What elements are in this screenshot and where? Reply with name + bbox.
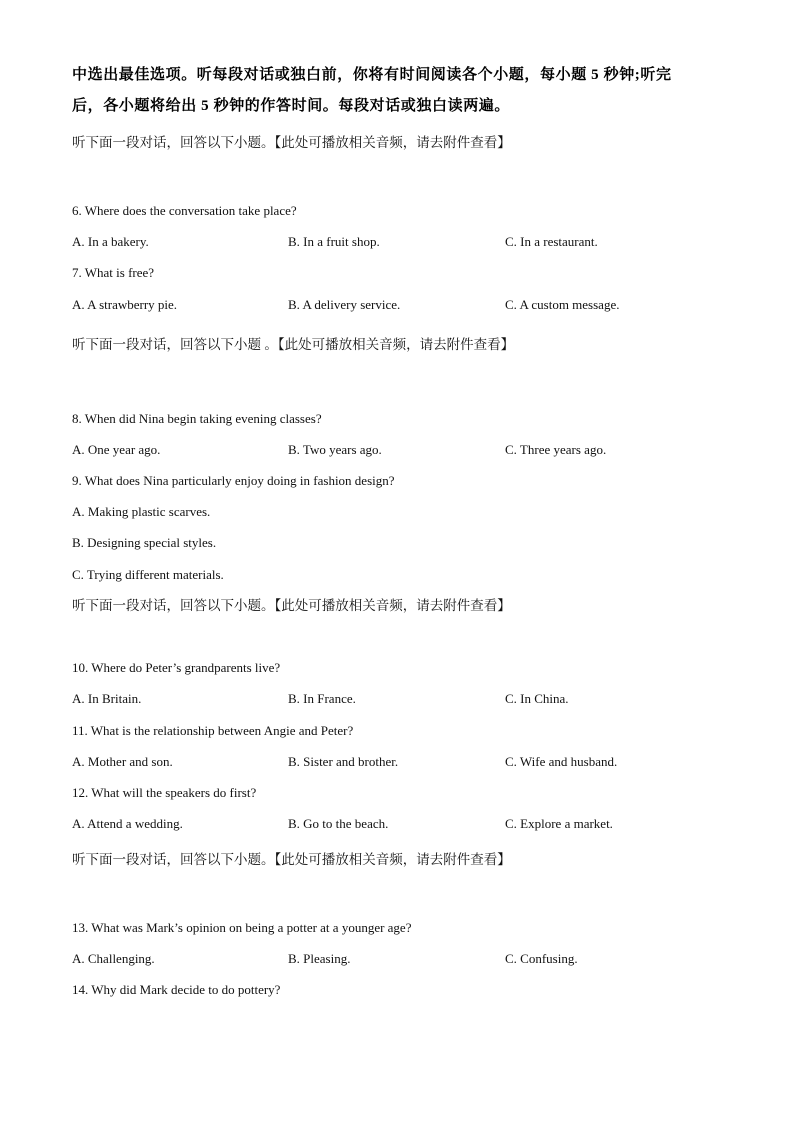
question-13-option-a: A. Challenging. bbox=[72, 951, 155, 966]
question-11-option-c: C. Wife and husband. bbox=[505, 754, 618, 769]
question-12-option-a: A. Attend a wedding. bbox=[72, 816, 183, 831]
question-13-option-c: C. Confusing. bbox=[505, 951, 578, 966]
section-4-instruction: 听下面一段对话，回答以下小题。【此处可播放相关音频，请去附件查看】 bbox=[72, 852, 511, 867]
question-11-stem: 11. What is the relationship between Angie and Peter? bbox=[72, 723, 354, 738]
question-10-option-a: A. In Britain. bbox=[72, 691, 142, 706]
question-6-stem: 6. Where does the conversation take place? bbox=[72, 203, 297, 218]
question-8-option-c: C. Three years ago. bbox=[505, 442, 607, 457]
question-11-option-b: B. Sister and brother. bbox=[288, 754, 399, 769]
question-12-stem: 12. What will the speakers do first? bbox=[72, 785, 257, 800]
question-13-stem: 13. What was Mark’s opinion on being a potter at a younger age? bbox=[72, 920, 412, 935]
question-12-option-b: B. Go to the beach. bbox=[288, 816, 389, 831]
intro-line-1: 中选出最佳选项。听每段对话或独白前，你将有时间阅读各个小题，每小题 5 秒钟;听完 bbox=[72, 67, 672, 83]
section-3-instruction: 听下面一段对话，回答以下小题。【此处可播放相关音频，请去附件查看】 bbox=[72, 598, 511, 613]
question-10-option-c: C. In China. bbox=[505, 691, 569, 706]
question-9-stem: 9. What does Nina particularly enjoy doing in fashion design? bbox=[72, 473, 395, 488]
question-10-stem: 10. Where do Peter’s grandparents live? bbox=[72, 660, 281, 675]
question-6-option-a: A. In a bakery. bbox=[72, 234, 149, 249]
question-14-stem: 14. Why did Mark decide to do pottery? bbox=[72, 982, 281, 997]
question-8-option-b: B. Two years ago. bbox=[288, 442, 382, 457]
question-7-option-c: C. A custom message. bbox=[505, 297, 620, 312]
section-2-instruction: 听下面一段对话，回答以下小题 。【此处可播放相关音频，请去附件查看】 bbox=[72, 337, 515, 352]
intro-line-2: 后，各小题将给出 5 秒钟的作答时间。每段对话或独白读两遍。 bbox=[72, 98, 511, 114]
question-7-stem: 7. What is free? bbox=[72, 265, 155, 280]
question-11-option-a: A. Mother and son. bbox=[72, 754, 173, 769]
question-8-stem: 8. When did Nina begin taking evening classes? bbox=[72, 411, 322, 426]
question-6-option-c: C. In a restaurant. bbox=[505, 234, 598, 249]
question-10-option-b: B. In France. bbox=[288, 691, 356, 706]
question-12-option-c: C. Explore a market. bbox=[505, 816, 613, 831]
question-9-option-c: C. Trying different materials. bbox=[72, 567, 224, 582]
question-6-option-b: B. In a fruit shop. bbox=[288, 234, 380, 249]
question-7-option-b: B. A delivery service. bbox=[288, 297, 401, 312]
question-9-option-a: A. Making plastic scarves. bbox=[72, 504, 211, 519]
question-9-option-b: B. Designing special styles. bbox=[72, 535, 217, 550]
question-13-option-b: B. Pleasing. bbox=[288, 951, 351, 966]
question-7-option-a: A. A strawberry pie. bbox=[72, 297, 178, 312]
question-8-option-a: A. One year ago. bbox=[72, 442, 161, 457]
section-1-instruction: 听下面一段对话，回答以下小题。【此处可播放相关音频，请去附件查看】 bbox=[72, 135, 511, 150]
